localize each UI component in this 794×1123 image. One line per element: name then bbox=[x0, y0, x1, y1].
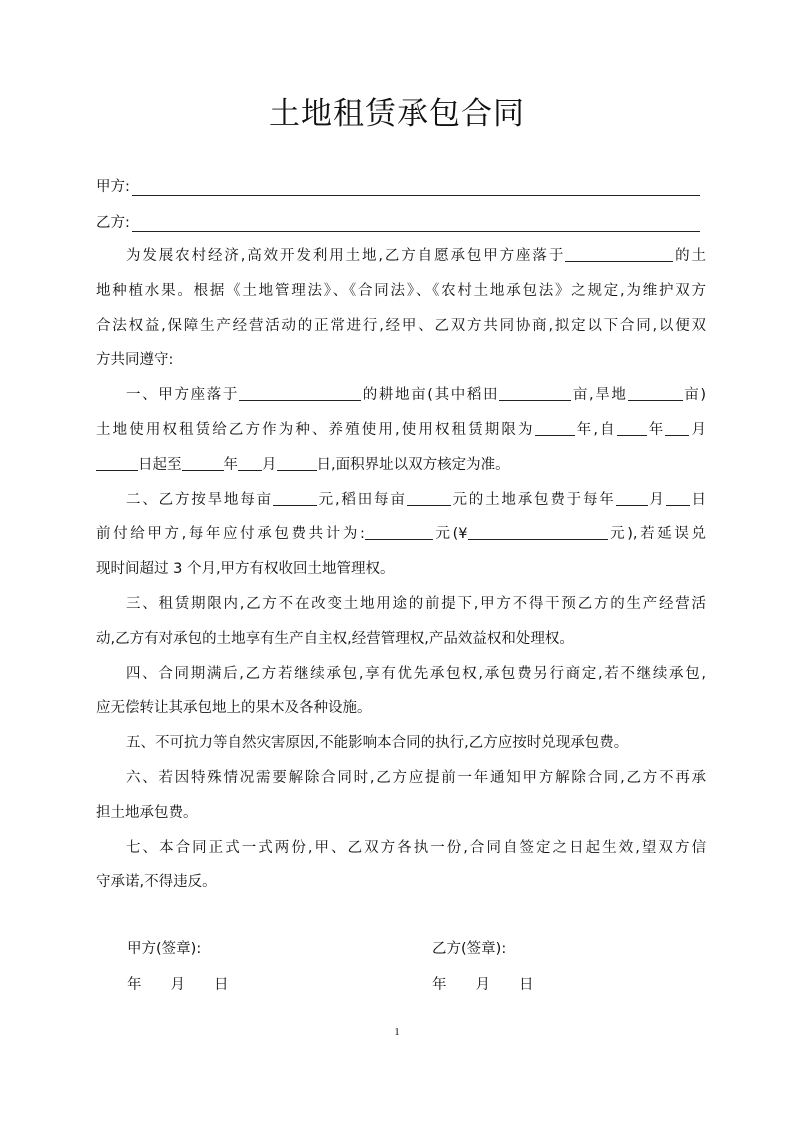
text: 为发展农村经济,高效开发利用土地,乙方自愿承包甲方座落于 bbox=[126, 248, 566, 264]
text-line bbox=[96, 517, 706, 552]
blank bbox=[273, 504, 317, 506]
page-number: 1 bbox=[394, 1026, 400, 1038]
blank bbox=[499, 399, 571, 401]
blank bbox=[238, 469, 262, 471]
blank bbox=[565, 260, 673, 262]
blank bbox=[96, 469, 138, 471]
text-line bbox=[96, 483, 706, 518]
party-b-blank bbox=[132, 217, 700, 232]
text: 元(¥ bbox=[432, 526, 468, 543]
text-line: 守承诺,不得违反。 bbox=[96, 874, 217, 891]
document-title: 土地租赁承包合同 bbox=[269, 96, 525, 132]
text-line: 三、租赁期限内,乙方不在改变土地用途的前提下,甲方不得干预乙方的生产经营活 bbox=[126, 595, 706, 612]
text-line: 六、若因特殊情况需要解除合同时,乙方应提前一年通知甲方解除合同,乙方不再承 bbox=[126, 769, 706, 786]
text: 日起至 bbox=[138, 456, 182, 473]
text: 前付给甲方,每年应付承包费共计为: bbox=[96, 526, 365, 543]
text-line: 四、合同期满后,乙方若继续承包,享有优先承包权,承包费另行商定,若不继续承包, bbox=[126, 665, 706, 682]
text: 的耕地亩(其中稻田 bbox=[361, 387, 500, 404]
text-line bbox=[96, 413, 706, 448]
party-b-line bbox=[96, 212, 700, 232]
blank bbox=[468, 538, 608, 540]
blank bbox=[628, 399, 683, 401]
text-line bbox=[96, 239, 706, 274]
blank bbox=[535, 434, 575, 436]
text: 一、甲方座落于 bbox=[126, 387, 240, 404]
text: 亩) bbox=[682, 387, 707, 404]
text: 元,稻田每亩 bbox=[316, 491, 407, 508]
text: 日,面积界址以双方核定为准。 bbox=[316, 456, 510, 473]
text: 日 bbox=[689, 491, 707, 508]
text: 元的土地承包费于每年 bbox=[450, 491, 616, 508]
party-b-date: 年 月 日 bbox=[432, 977, 534, 993]
party-b-label: 乙方: bbox=[96, 215, 130, 231]
text: 月 bbox=[262, 456, 277, 473]
text: 年 bbox=[223, 456, 238, 473]
blank bbox=[365, 538, 433, 540]
party-a-line bbox=[96, 176, 700, 196]
text: 的土 bbox=[673, 248, 707, 264]
text: 土地使用权租赁给乙方作为种、养殖使用,使用权租赁期限为 bbox=[96, 421, 535, 438]
text: 二、乙方按旱地每亩 bbox=[126, 491, 273, 508]
blank bbox=[239, 399, 361, 401]
party-a-date: 年 月 日 bbox=[127, 977, 229, 993]
text: 年,自 bbox=[574, 421, 617, 438]
text: 年 bbox=[646, 421, 666, 438]
blank bbox=[616, 504, 648, 506]
blank bbox=[182, 469, 224, 471]
text-line: 方共同遵守: bbox=[96, 352, 174, 369]
text-line: 五、不可抗力等自然灾害原因,不能影响本合同的执行,乙方应按时兑现承包费。 bbox=[126, 735, 629, 752]
text-line: 动,乙方有对承包的土地享有生产自主权,经营管理权,产品效益权和处理权。 bbox=[96, 630, 574, 647]
party-a-blank bbox=[132, 181, 700, 196]
party-b-signature-label: 乙方(签章): bbox=[432, 941, 507, 957]
text-line: 七、本合同正式一式两份,甲、乙双方各执一份,合同自签定之日起生效,望双方信 bbox=[126, 839, 706, 856]
blank bbox=[617, 434, 647, 436]
text: 月 bbox=[689, 421, 707, 438]
blank bbox=[277, 469, 317, 471]
text-line: 地种植水果。根据《土地管理法》、《合同法》、《农村土地承包法》之规定,为维护双方 bbox=[96, 282, 706, 299]
party-a-signature-label: 甲方(签章): bbox=[127, 941, 202, 957]
text-line: 担土地承包费。 bbox=[96, 804, 198, 821]
blank bbox=[665, 434, 689, 436]
text-line: 合法权益,保障生产经营活动的正常进行,经甲、乙双方共同协商,拟定以下合同,以便双 bbox=[96, 317, 706, 334]
text-line bbox=[96, 378, 706, 413]
text-line: 应无偿转让其承包地上的果木及各种设施。 bbox=[96, 700, 372, 717]
contract-body bbox=[96, 239, 706, 900]
blank bbox=[407, 504, 451, 506]
party-a-label: 甲方: bbox=[96, 179, 130, 195]
text: 月 bbox=[647, 491, 666, 508]
text: 亩,旱地 bbox=[571, 387, 628, 404]
text-line: 现时间超过 3 个月,甲方有权收回土地管理权。 bbox=[96, 561, 395, 578]
text-line bbox=[96, 448, 706, 483]
text: 元),若延误兑 bbox=[607, 526, 706, 543]
blank bbox=[666, 504, 690, 506]
